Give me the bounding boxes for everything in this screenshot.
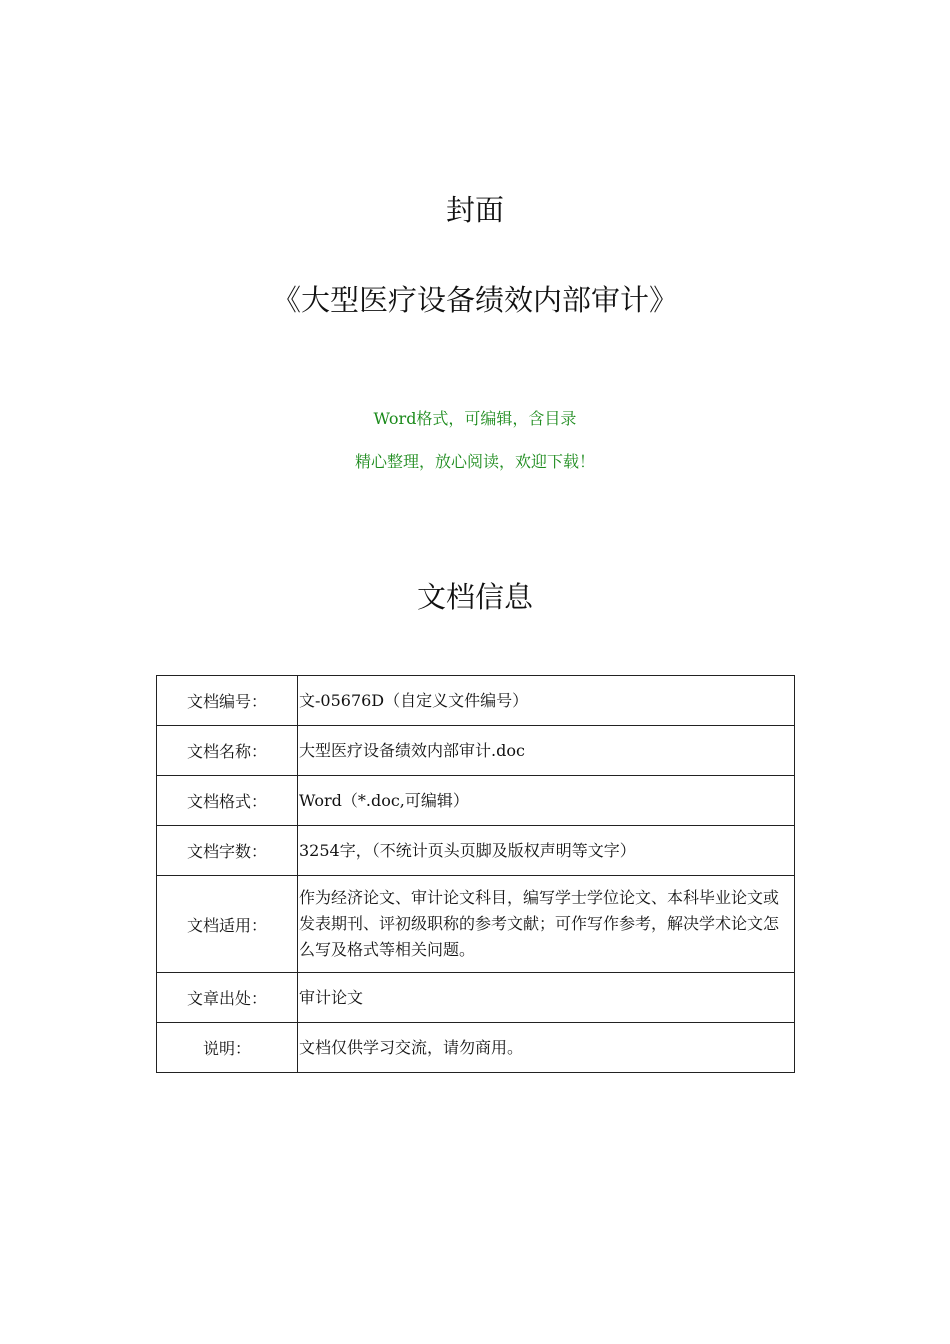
row-value: 作为经济论文、审计论文科目，编写学士学位论文、本科毕业论文或发表期刊、评初级职称的参考文献；可作写作参考，解决学术论文怎么写及格式等相关问题。 (298, 876, 795, 973)
row-label: 文档适用： (157, 876, 298, 973)
document-title: 《大型医疗设备绩效内部审计》 (271, 283, 678, 317)
row-label: 文档编号： (157, 676, 298, 726)
table-row (157, 726, 795, 776)
row-value: Word（*.doc,可编辑） (298, 776, 795, 826)
table-row (157, 826, 795, 876)
table-row (157, 973, 795, 1023)
row-value: 审计论文 (298, 973, 795, 1023)
table-row (157, 676, 795, 726)
table-row (157, 1023, 795, 1073)
row-label: 说明： (157, 1023, 298, 1073)
row-label: 文章出处： (157, 973, 298, 1023)
row-value: 文档仅供学习交流，请勿商用。 (298, 1023, 795, 1073)
download-note: 精心整理，放心阅读，欢迎下载！ (354, 452, 595, 471)
cover-title: 封面 (445, 193, 504, 227)
row-label: 文档字数： (157, 826, 298, 876)
row-value: 大型医疗设备绩效内部审计.doc (298, 726, 795, 776)
row-label: 文档格式： (157, 776, 298, 826)
row-value: 文-05676D（自定义文件编号） (298, 676, 795, 726)
row-label: 文档名称： (157, 726, 298, 776)
table-row (157, 876, 795, 973)
row-value: 3254字，（不统计页头页脚及版权声明等文字） (298, 826, 795, 876)
info-heading: 文档信息 (416, 580, 533, 614)
table-row (157, 776, 795, 826)
format-note: Word格式，可编辑，含目录 (373, 409, 577, 428)
document-info-table (156, 675, 795, 1073)
